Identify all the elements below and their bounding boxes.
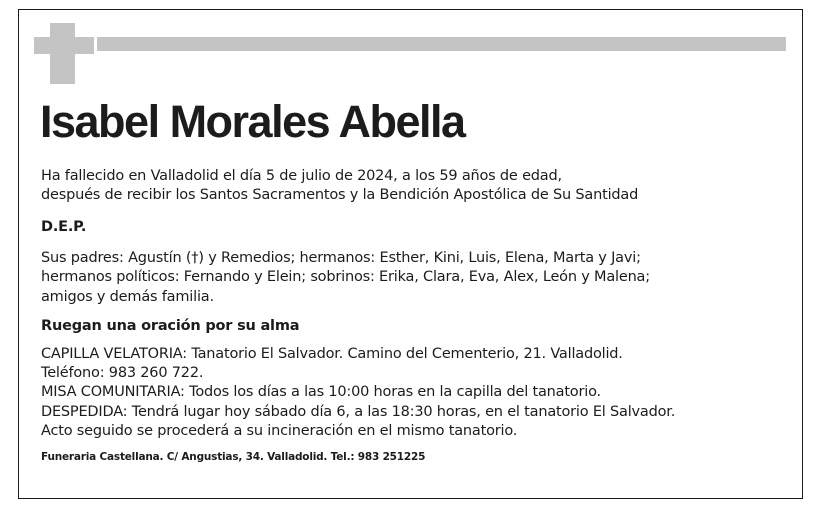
details-line-5: Acto seguido se procederá a su incineración en el mismo tanatorio. xyxy=(41,423,518,439)
intro-line-1: Ha fallecido en Valladolid el día 5 de julio de 2024, a los 59 años de edad, xyxy=(41,168,562,184)
details-line-3: MISA COMUNITARIA: Todos los días a las 10:00 horas en la capilla del tanatorio. xyxy=(41,384,601,400)
details-line-1: CAPILLA VELATORIA: Tanatorio El Salvador. Camino del Cementerio, 21. Valladolid. xyxy=(41,346,623,362)
header-rule xyxy=(97,37,786,51)
funeral-home-footer: Funeraria Castellana. C/ Angustias, 34. Valladolid. Tel.: 983 251225 xyxy=(41,451,426,463)
prayer-heading: Ruegan una oración por su alma xyxy=(41,318,300,334)
family-line-1: Sus padres: Agustín (†) y Remedios; hermanos: Esther, Kini, Luis, Elena, Marta y Javi; xyxy=(41,250,641,266)
dep-heading: D.E.P. xyxy=(41,219,87,235)
cross-icon-arm xyxy=(34,37,94,54)
intro-line-2: después de recibir los Santos Sacramentos y la Bendición Apostólica de Su Santidad xyxy=(41,187,639,203)
details-line-2: Teléfono: 983 260 722. xyxy=(41,365,204,381)
deceased-name: Isabel Morales Abella xyxy=(40,96,465,147)
family-line-3: amigos y demás familia. xyxy=(41,289,214,305)
family-line-2: hermanos políticos: Fernando y Elein; sobrinos: Erika, Clara, Eva, Alex, León y Malena; xyxy=(41,269,650,285)
details-line-4: DESPEDIDA: Tendrá lugar hoy sábado día 6, a las 18:30 horas, en el tanatorio El Salvador. xyxy=(41,404,676,420)
